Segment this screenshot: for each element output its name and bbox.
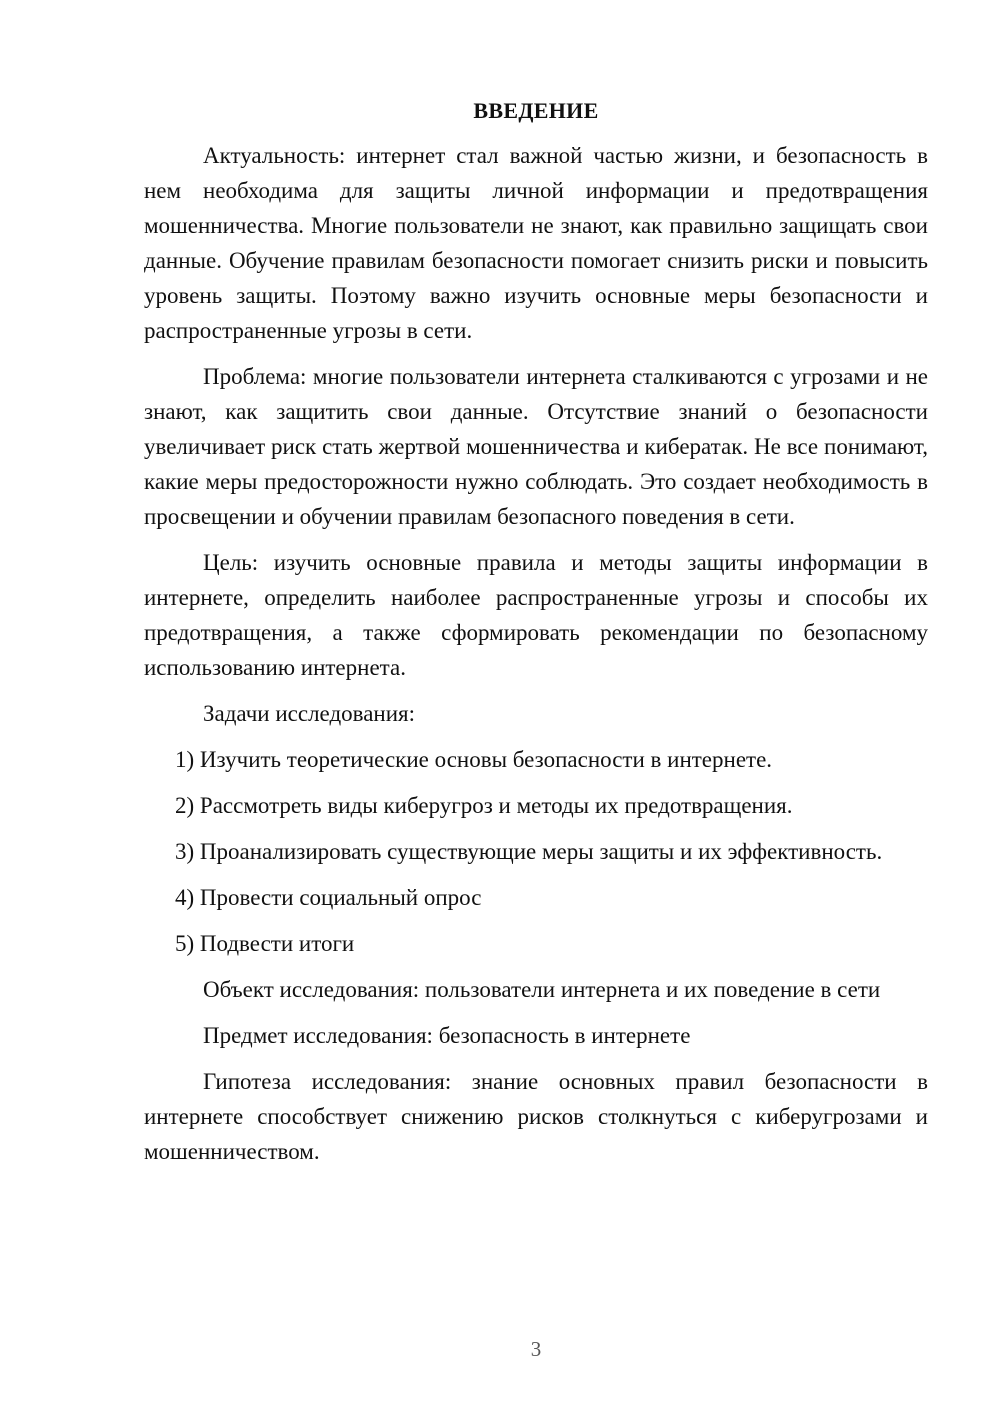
tasks-title: Задачи исследования: [203, 701, 416, 726]
problem-paragraph: Проблема: многие пользователи интернета сталкиваются с угрозами и не знают, как защитить свои данные. Отсутствие знаний о безопасности увеличивает риск стать жертвой мошенничества и кибератак. Не все понимают, какие меры предосторожности нужно соблюдать. Это создает необходимость в просвещении и обучении правилам безопасного поведения в сети. [144, 364, 928, 529]
goal-paragraph: Цель: изучить основные правила и методы защиты информации в интернете, определить наиболее распространенные угрозы и способы их предотвращения, а также сформировать рекомендации по безопасному использованию интернета. [144, 550, 928, 680]
object-paragraph: Объект исследования: пользователи интернета и их поведение в сети [203, 977, 881, 1002]
task-item-4: 4) Провести социальный опрос [175, 885, 482, 910]
page-content [144, 96, 928, 1180]
task-item-2: 2) Рассмотреть виды киберугроз и методы их предотвращения. [175, 793, 793, 818]
relevance-paragraph: Актуальность: интернет стал важной частью жизни, и безопасность в нем необходима для защиты личной информации и предотвращения мошенничества. Многие пользователи не знают, как правильно защищать свои данные. Обучение правилам безопасности помогает снизить риски и повысить уровень защиты. Поэтому важно изучить основные меры безопасности и распространенные угрозы в сети. [144, 143, 928, 343]
page-number: 3 [530, 1337, 542, 1361]
task-item-1: 1) Изучить теоретические основы безопасности в интернете. [175, 747, 773, 772]
hypothesis-paragraph: Гипотеза исследования: знание основных правил безопасности в интернете способствует снижению рисков столкнуться с киберугрозами и мошенничеством. [144, 1069, 928, 1164]
task-item-5: 5) Подвести итоги [175, 931, 355, 956]
subject-paragraph: Предмет исследования: безопасность в интернете [203, 1023, 691, 1048]
task-item-3: 3) Проанализировать существующие меры защиты и их эффективность. [175, 839, 883, 864]
section-heading: ВВЕДЕНИЕ [473, 98, 599, 123]
